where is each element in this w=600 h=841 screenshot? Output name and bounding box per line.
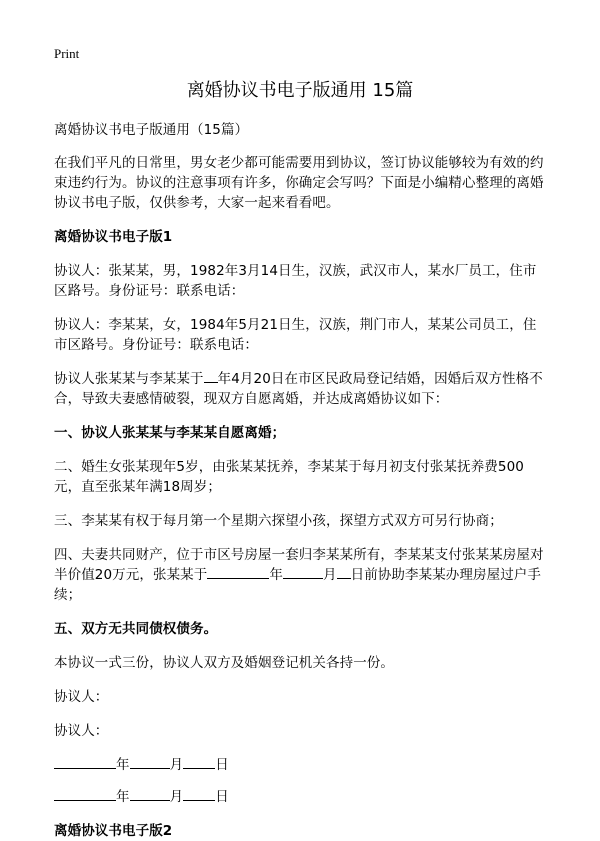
clause-5: 五、双方无共同债权债务。 bbox=[54, 621, 218, 637]
signer-1-line: 协议人： bbox=[54, 689, 109, 705]
date-2-month-blank bbox=[130, 787, 170, 801]
print-label: Print bbox=[54, 46, 80, 61]
party-1-info: 协议人：张某某，男，1982年3月14日生，汉族，武汉市人，某水厂员工，住市区路号。身份证号：联系电话： bbox=[54, 263, 537, 299]
clause-3: 三、李某某有权于每月第一个星期六探望小孩，探望方式双方可另行协商； bbox=[54, 513, 503, 529]
marriage-background bbox=[54, 369, 550, 409]
signer-2-line: 协议人： bbox=[54, 723, 109, 739]
clause-4-year-label: 年 bbox=[269, 567, 283, 583]
copies-statement: 本协议一式三份，协议人双方及婚姻登记机关各持一份。 bbox=[54, 655, 394, 671]
date-2-year-blank bbox=[54, 787, 116, 801]
background-text-start: 协议人张某某与李某某于 bbox=[54, 371, 204, 387]
date-1-month-label: 月 bbox=[169, 757, 184, 772]
date-1-year-blank bbox=[54, 755, 116, 769]
section-1-title: 离婚协议书电子版1 bbox=[54, 229, 173, 245]
date-1-month-blank bbox=[130, 755, 170, 769]
background-text-end: 年4月20日在市区民政局登记结婚，因婚后双方性格不合，导致夫妻感情破裂，现双方自愿离婚，并达成离婚协议如下： bbox=[54, 371, 543, 407]
page-title: 离婚协议书电子版通用 15篇 bbox=[186, 80, 414, 101]
date-line-2 bbox=[54, 787, 550, 807]
clause-4-day-blank bbox=[337, 565, 351, 579]
date-line-1 bbox=[54, 755, 550, 775]
date-1-day-label: 日 bbox=[215, 757, 229, 772]
intro-paragraph: 在我们平凡的日常里，男女老少都可能需要用到协议，签订协议能够较为有效的约束违约行为。协议的注意事项有许多，你确定会写吗？下面是小编精心整理的离婚协议书电子版，仅供参考，大家一起来看看吧。 bbox=[54, 155, 544, 211]
date-2-day-label: 日 bbox=[215, 789, 229, 804]
clause-1: 一、协议人张某某与李某某自愿离婚； bbox=[54, 425, 286, 441]
clause-4-text-end: 日前协助李某某办理房屋过户手续； bbox=[54, 567, 542, 603]
clause-4-month-label: 月 bbox=[323, 567, 337, 583]
date-1-day-blank bbox=[183, 755, 215, 769]
date-2-day-blank bbox=[183, 787, 215, 801]
party-2-info: 协议人：李某某，女，1984年5月21日生，汉族，荆门市人，某某公司员工，住市区路号。身份证号：联系电话： bbox=[54, 317, 537, 353]
year-blank bbox=[204, 369, 218, 383]
date-2-year-label: 年 bbox=[116, 789, 130, 804]
section-2-title: 离婚协议书电子版2 bbox=[54, 823, 173, 839]
clause-2: 二、婚生女张某现年5岁，由张某某抚养，李某某于每月初支付张某抚养费500元，直至张某年满18周岁； bbox=[54, 459, 524, 495]
date-1-year-label: 年 bbox=[116, 757, 130, 772]
date-2-month-label: 月 bbox=[169, 789, 184, 804]
clause-4 bbox=[54, 545, 550, 605]
document-body bbox=[54, 120, 550, 841]
clause-4-text-start: 四、夫妻共同财产，位于市区号房屋一套归李某某所有，李某某支付张某某房屋对半价值20万元，张某某于 bbox=[54, 547, 544, 583]
document-subtitle: 离婚协议书电子版通用（15篇） bbox=[54, 122, 249, 138]
clause-4-month-blank bbox=[283, 565, 323, 579]
clause-4-year-blank bbox=[207, 565, 269, 579]
